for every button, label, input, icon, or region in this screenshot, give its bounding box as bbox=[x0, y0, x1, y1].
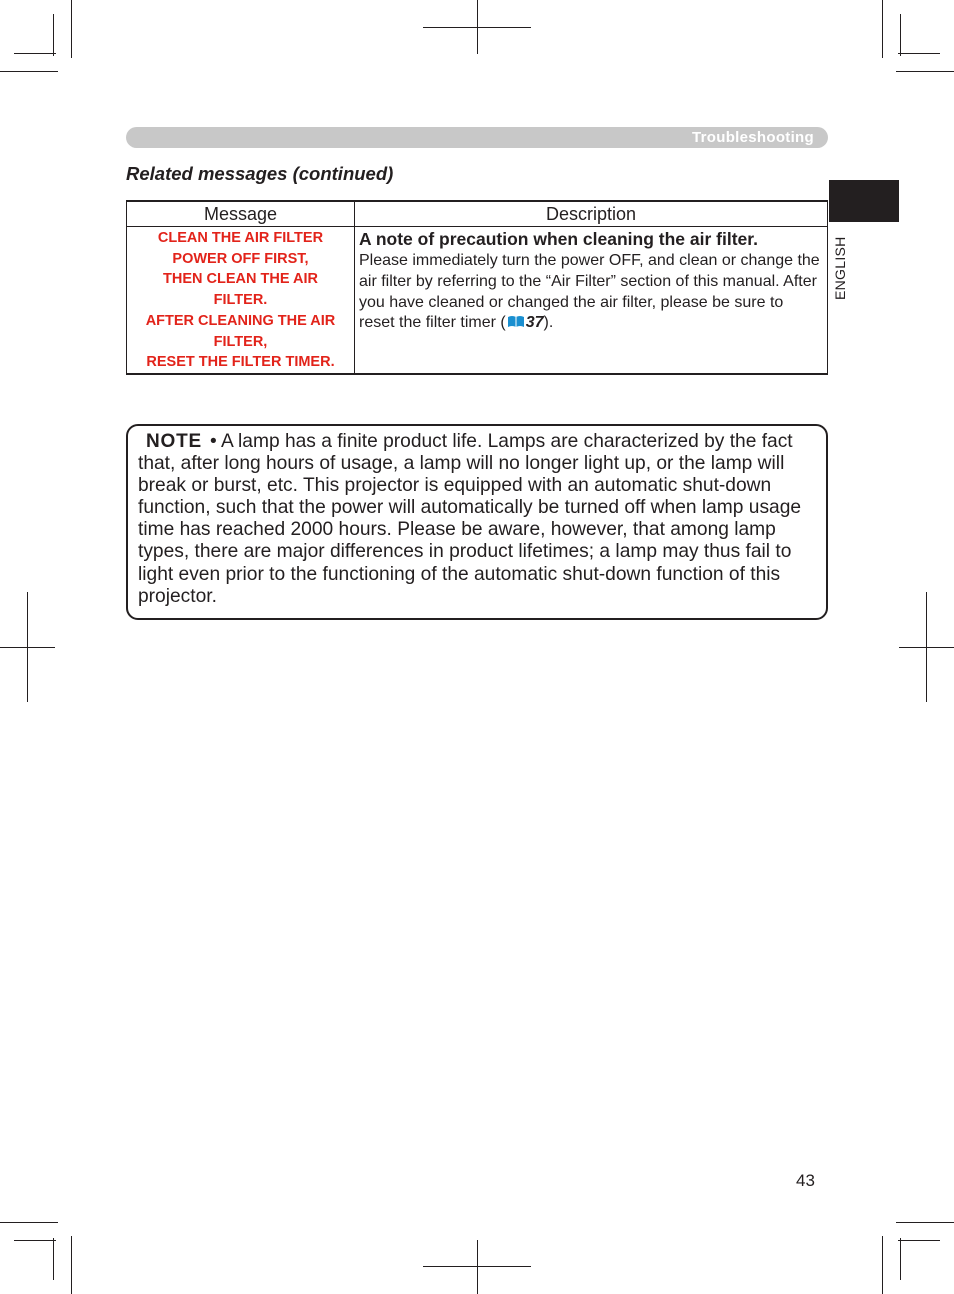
description-body bbox=[359, 251, 823, 334]
column-header-description: Description bbox=[355, 201, 828, 227]
message-line: FILTER. bbox=[213, 292, 268, 309]
book-reference-icon bbox=[507, 315, 525, 328]
table-header-row bbox=[127, 201, 828, 227]
message-line: POWER OFF FIRST, bbox=[172, 250, 309, 267]
column-header-message: Message bbox=[127, 201, 355, 227]
note-paragraph bbox=[138, 431, 818, 608]
description-text: Please immediately turn the power OFF, and clean or change the air filter by referring to the “Air Filter” section of this manual. After you have cleaned or changed the air filter, please be sure to reset the filter timer ( bbox=[359, 252, 820, 332]
message-line: FILTER, bbox=[213, 333, 268, 350]
note-text: • A lamp has a finite product life. Lamps are characterized by the fact that, after long hours of usage, a lamp will no longer light up, or the lamp will break or burst, etc. This projector is equipped with an automatic shut-down function, such that the power will automatically be turned off when lamp usage time has reached 2000 hours. Please be aware, however, that among lamp types, there are major differences in product lifetimes; a lamp may thus fail to light even prior to the functioning of the automatic shut-down function of this projector. bbox=[138, 431, 802, 607]
message-cell bbox=[127, 227, 355, 374]
note-box bbox=[126, 424, 828, 620]
note-label: NOTE bbox=[146, 431, 202, 452]
table-row bbox=[127, 227, 828, 374]
message-line: THEN CLEAN THE AIR bbox=[163, 271, 318, 288]
page-number: 43 bbox=[796, 1171, 815, 1190]
message-line: AFTER CLEANING THE AIR bbox=[145, 312, 336, 329]
chapter-title: Troubleshooting bbox=[692, 129, 814, 146]
language-tab bbox=[829, 180, 899, 222]
section-title: Related messages (continued) bbox=[126, 163, 394, 184]
message-line: RESET THE FILTER TIMER. bbox=[146, 354, 335, 371]
description-cell bbox=[355, 227, 828, 374]
chapter-header-bar bbox=[126, 127, 828, 148]
language-label: ENGLISH bbox=[832, 236, 848, 300]
page-reference[interactable]: 37 bbox=[525, 314, 544, 332]
description-heading: A note of precaution when cleaning the air filter. bbox=[359, 229, 758, 249]
description-end: ). bbox=[543, 314, 554, 332]
related-messages-table bbox=[126, 200, 828, 375]
message-line: CLEAN THE AIR FILTER bbox=[157, 230, 324, 246]
